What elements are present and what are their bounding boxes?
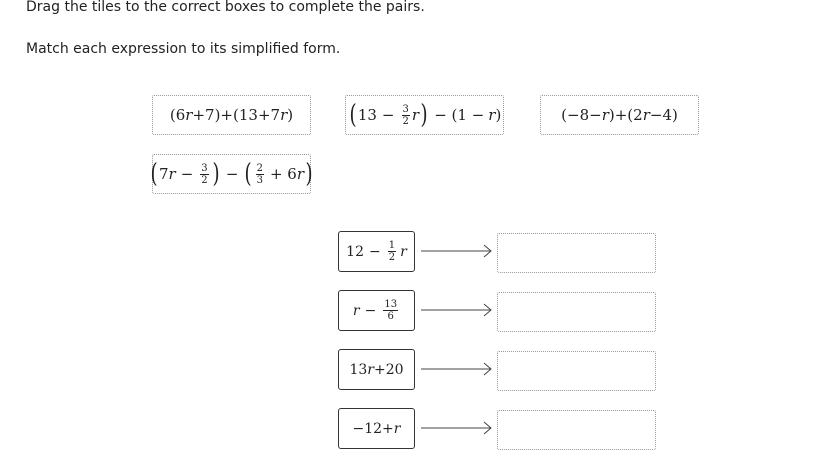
drop-box-1[interactable] [497,233,656,273]
tile-3-var: r [601,106,609,124]
tile-1-part: ) [287,106,294,124]
tile-3-var: r [642,106,650,124]
target-label-1: 12 − $\frac{1}{2}$ r [338,231,415,272]
tile-1-part: +7)+(13+7 [192,106,281,124]
tile-4-fraction: $\frac{3}{2}$ [201,162,208,186]
tile-4-part: + 6 [269,165,297,183]
tile-1-part: (6 [169,106,186,124]
tile-1-var: r [185,106,193,124]
tile-2-var: r [488,106,496,124]
instruction-match: Match each expression to its simplified form. [26,41,341,57]
tile-4-op: − [180,165,194,183]
tile-2-part: 13 [357,106,377,124]
tile-2-part: − (1 − [434,106,485,124]
drag-tile-3[interactable] [540,95,699,135]
arrow-right-icon [421,421,493,435]
tile-2-part: ) [495,106,502,124]
tile-4-fraction: $\frac{2}{3}$ [256,162,263,186]
arrow-right-icon [421,362,493,376]
target-label-3: 13 r +20 [338,349,415,390]
tile-3-part: (−8− [561,106,602,124]
tile-2-op: − [381,106,395,124]
tile-1-var: r [280,106,288,124]
paren-open: ( [244,159,253,189]
tile-2-fraction: $\frac{3}{2}$ [402,103,409,127]
drop-box-2[interactable] [497,292,656,332]
target-label-2: r − $\frac{13}{6}$ [338,290,415,331]
tile-2-var: r [411,106,420,124]
paren-close: ) [212,159,220,189]
paren-open: ( [349,100,357,130]
paren-close: ) [420,100,428,130]
drop-box-3[interactable] [497,351,656,391]
instruction-drag: Drag the tiles to the correct boxes to complete the pairs. [26,0,425,15]
tile-4-var: r [168,165,176,183]
target-label-4: −12+ r [338,408,415,449]
paren-open: ( [150,159,158,189]
tile-4-op: − [225,165,239,183]
arrow-right-icon [421,244,493,258]
arrow-right-icon [421,303,493,317]
drag-tile-1[interactable] [152,95,311,135]
paren-close: ) [305,159,313,189]
drop-box-4[interactable] [497,410,656,450]
tile-3-part: )+(2 [608,106,643,124]
drag-tile-2[interactable] [345,95,504,135]
tile-4-var: r [296,165,304,183]
tile-3-part: −4) [649,106,678,124]
tile-4-part: 7 [159,165,169,183]
drag-tile-4[interactable] [152,154,311,194]
